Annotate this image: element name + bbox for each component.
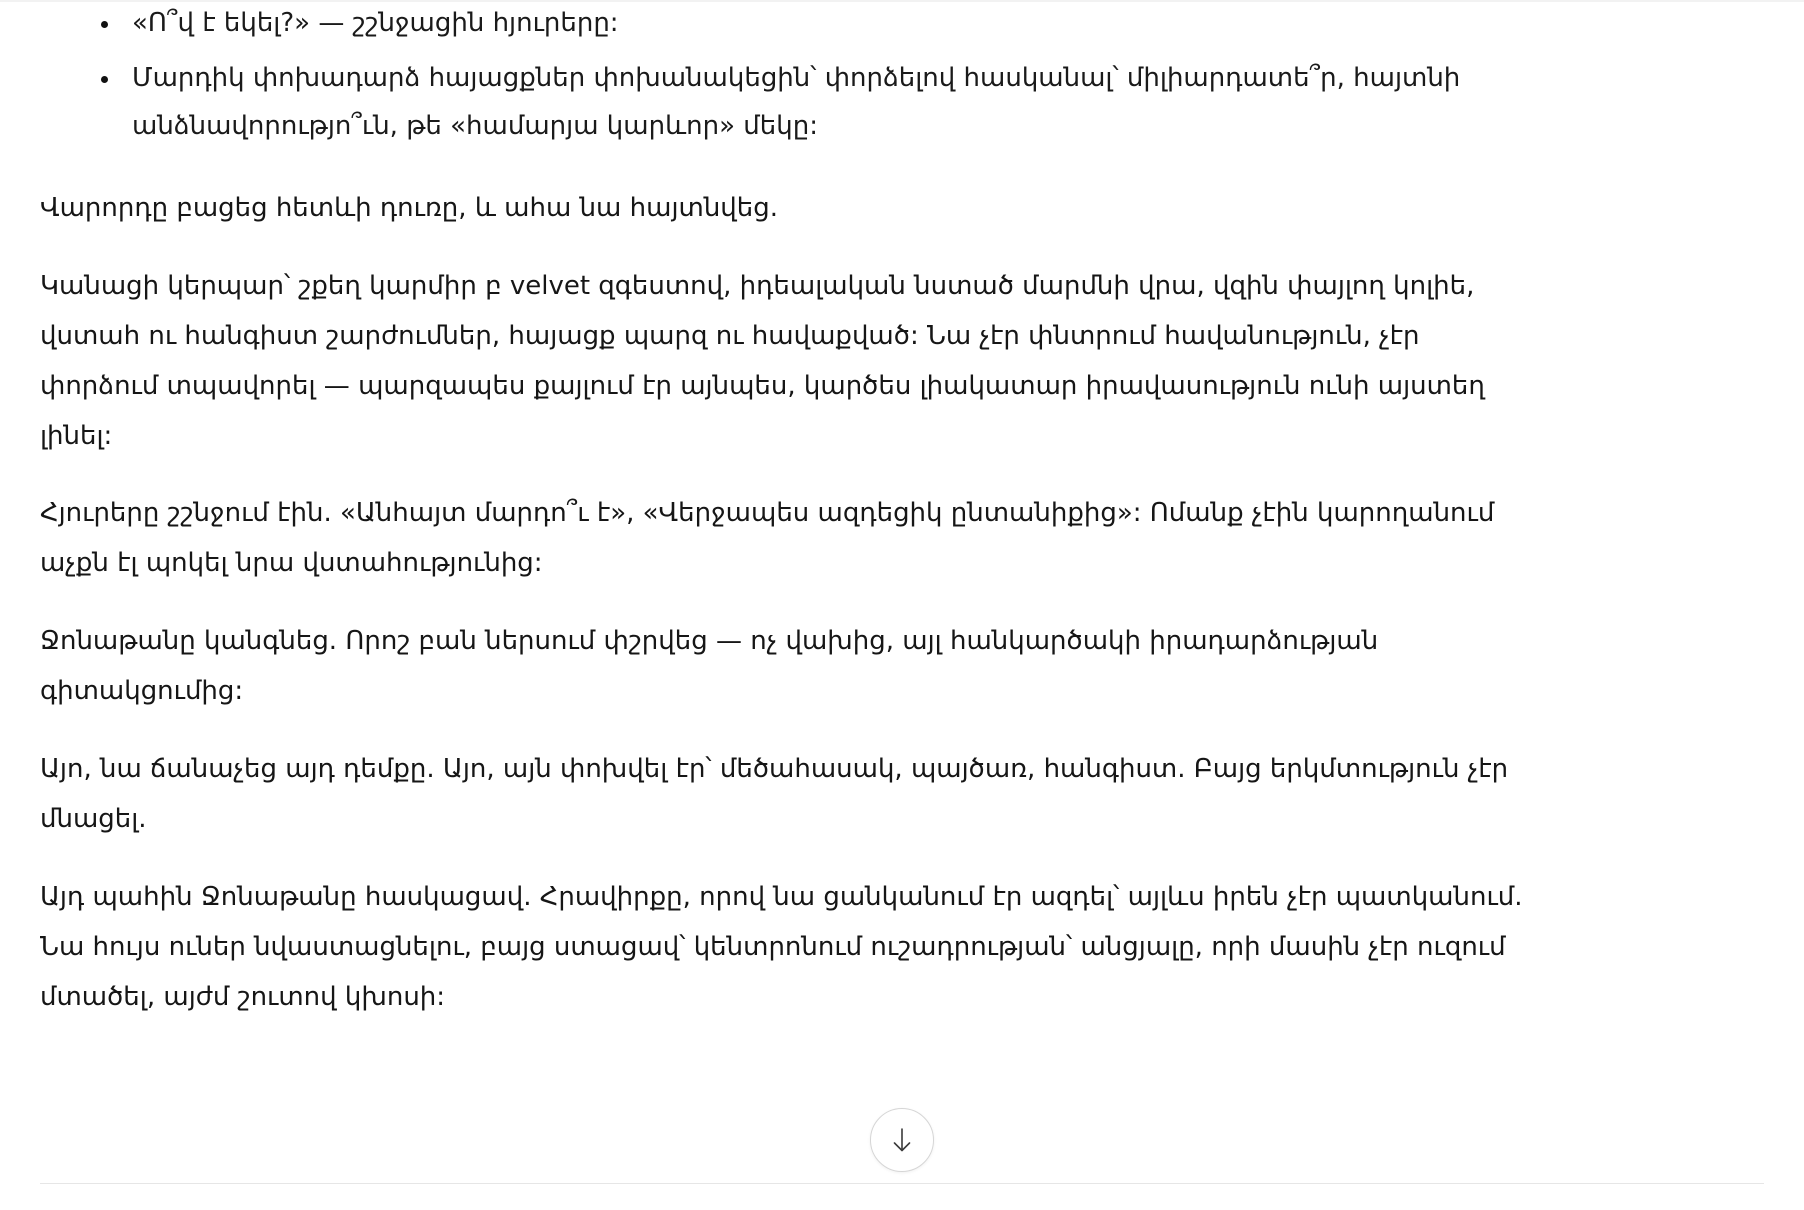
paragraph: Կանացի կերպար՝ շքեղ կարմիր բ velvet զգեստով, իդեալական նստած մարմնի վրա, վզին փայլող կոլիե, վստահ ու հանգիստ շարժումներ, հայացք պարզ ու հավաքված: Նա չէր փնտրում հավանություն, չէր փորձում տպավորել — պարզապես քայլում էր այնպես, կարծես լիակատար իրավասություն ունի այստեղ լինել: [40,270,1485,451]
list-item: • Մարդիկ փոխադարձ հայացքներ փոխանակեցին՝ փորձելով հասկանալ՝ միլիարդատե՞ր, հայտնի անձնավորությո՞ւն, թե «համարյա կարևոր» մեկը: [122,55,1632,150]
scroll-down-button[interactable] [870,1108,934,1172]
bullet-list [40,0,1640,150]
arrow-down-icon [889,1125,915,1155]
paragraph: Հյուրերը շշնջում էին. «Անհայտ մարդո՞ւ է», «Վերջապես ազդեցիկ ընտանիքից»: Ոմանք չէին կարողանում աչքն էլ պոկել նրա վստահությունից: [40,498,1495,579]
top-divider [0,0,1804,2]
bottom-divider [40,1183,1764,1184]
paragraph: Ջոնաթանը կանգնեց. Որոշ բան ներսում փշրվեց — ոչ վախից, այլ հանկարծակի իրադարձության գիտակցումից: [40,626,1379,707]
paragraph: Այդ պահին Ջոնաթանը հասկացավ. Հրավիրքը, որով նա ցանկանում էր ազդել՝ այլևս իրեն չէր պատկանում. Նա հույս ուներ նվաստացնելու, բայց ստացավ՝ կենտրոնում ուշադրության՝ անցյալը, որի մասին չէր ուզում մտածել, այժմ շուտով կխոսի: [40,881,1523,1012]
list-item: • «Ո՞վ է եկել?» — շշնջացին հյուրերը: [122,0,1632,47]
paragraph: Վարորդը բացեց հետևի դուռը, և ահա նա հայտնվեց. [40,192,778,223]
paragraph: Այո, նա ճանաչեց այդ դեմքը. Այո, այն փոխվել էր՝ մեծահասակ, պայծառ, հանգիստ. Բայց երկմտություն չէր մնացել. [40,754,1509,834]
